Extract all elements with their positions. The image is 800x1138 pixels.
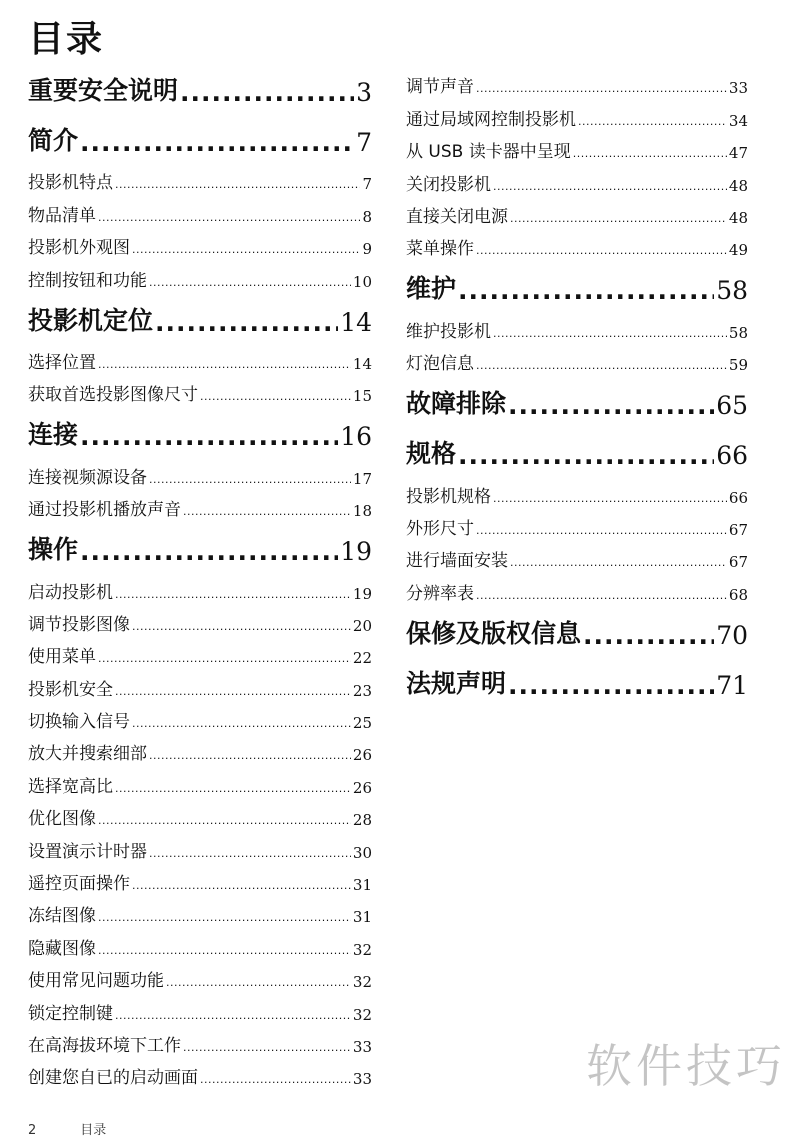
toc-dot-leader [493, 491, 727, 512]
toc-dot-leader [155, 308, 338, 346]
toc-page-number: 67 [728, 553, 748, 572]
toc-entry[interactable] [28, 964, 372, 996]
toc-dot-leader [149, 748, 351, 769]
toc-dot-leader [132, 716, 351, 737]
toc-page-number: 32 [352, 940, 372, 959]
toc-dot-leader [115, 684, 351, 705]
toc-entry-title: 在高海拔环境下工作 [28, 1035, 181, 1056]
toc-section-title: 法规声明 [406, 668, 507, 698]
toc-dot-leader [476, 358, 727, 379]
toc-entry[interactable] [28, 834, 372, 866]
toc-page-number: 9 [362, 240, 372, 259]
toc-page-number: 15 [352, 387, 372, 406]
toc-dot-leader [183, 1040, 351, 1061]
toc-entry[interactable] [28, 263, 372, 295]
toc-dot-leader [149, 846, 351, 867]
toc-page-number: 18 [352, 502, 372, 521]
toc-dot-leader [98, 943, 351, 964]
toc-entry-title: 通过局域网控制投影机 [406, 109, 576, 130]
toc-entry[interactable] [406, 167, 748, 199]
toc-page-number: 58 [728, 323, 748, 342]
toc-entry[interactable] [28, 460, 372, 492]
toc-page-number: 49 [728, 241, 748, 260]
toc-entry-title: 连接视频源设备 [28, 467, 147, 488]
toc-entry-title: 调节投影图像 [28, 614, 130, 635]
toc-dot-leader [458, 441, 714, 479]
toc-entry[interactable] [28, 996, 372, 1028]
toc-page-number: 26 [352, 778, 372, 797]
toc-page-number: 22 [352, 649, 372, 668]
toc-page-number: 30 [352, 843, 372, 862]
toc-dot-leader [132, 242, 360, 263]
toc-dot-leader [510, 211, 727, 232]
toc-section-entry[interactable] [406, 383, 748, 429]
toc-entry[interactable] [406, 135, 748, 167]
toc-dot-leader [476, 81, 727, 102]
toc-entry[interactable] [28, 802, 372, 834]
toc-entry-title: 投影机安全 [28, 679, 113, 700]
toc-section-entry[interactable] [28, 300, 372, 346]
toc-dot-leader [80, 128, 354, 166]
toc-dot-leader [80, 422, 338, 460]
toc-entry[interactable] [406, 544, 748, 576]
toc-section-entry[interactable] [28, 529, 372, 575]
toc-entry-title: 获取首选投影图像尺寸 [28, 385, 198, 406]
toc-dot-leader [476, 243, 727, 264]
toc-entry[interactable] [406, 347, 748, 379]
toc-entry[interactable] [28, 608, 372, 640]
toc-dot-leader [132, 619, 351, 640]
toc-entry-title: 切换输入信号 [28, 712, 130, 733]
toc-entry[interactable] [406, 512, 748, 544]
toc-section-entry[interactable] [406, 613, 748, 659]
toc-section-title: 保修及版权信息 [406, 618, 582, 648]
toc-entry[interactable] [406, 102, 748, 134]
toc-dot-leader [578, 114, 727, 135]
toc-dot-leader [166, 975, 351, 996]
toc-page-number: 7 [356, 128, 372, 157]
toc-entry-title: 创建您自已的启动画面 [28, 1068, 198, 1089]
toc-entry-title: 使用菜单 [28, 647, 96, 668]
toc-dot-leader [476, 523, 727, 544]
toc-entry-title: 从 USB 读卡器中呈现 [406, 142, 571, 163]
toc-section-entry[interactable] [406, 433, 748, 479]
toc-page-number: 19 [340, 537, 372, 567]
toc-entry[interactable] [406, 479, 748, 511]
toc-entry-title: 投影机特点 [28, 173, 113, 194]
toc-page-number: 66 [728, 488, 748, 507]
toc-page-number: 66 [716, 441, 748, 471]
toc-entry[interactable] [28, 493, 372, 525]
toc-entry-title: 遥控页面操作 [28, 874, 130, 895]
toc-left-column [28, 70, 372, 1093]
toc-entry[interactable] [28, 346, 372, 378]
toc-entry[interactable] [406, 232, 748, 264]
toc-entry[interactable] [28, 166, 372, 198]
toc-dot-leader [98, 910, 351, 931]
toc-dot-leader [476, 588, 727, 609]
toc-entry-title: 隐藏图像 [28, 938, 96, 959]
toc-dot-leader [510, 555, 727, 576]
toc-page-number: 32 [352, 1005, 372, 1024]
toc-entry[interactable] [28, 705, 372, 737]
toc-entry-title: 直接关闭电源 [406, 206, 508, 227]
toc-entry[interactable] [28, 672, 372, 704]
toc-dot-leader [149, 275, 351, 296]
toc-section-title: 简介 [28, 126, 79, 155]
footer-page-number: 2 [28, 1123, 37, 1138]
toc-section-entry[interactable] [406, 268, 748, 314]
toc-page-number: 14 [340, 307, 372, 337]
toc-page-number: 23 [352, 681, 372, 700]
toc-section-title: 操作 [28, 535, 79, 565]
toc-section-title: 投影机定位 [28, 305, 154, 335]
toc-section-entry[interactable] [28, 414, 372, 460]
toc-entry-title: 放大并搜索细部 [28, 744, 147, 765]
toc-entry-title: 进行墙面安装 [406, 551, 508, 572]
toc-dot-leader [583, 621, 714, 659]
toc-entry[interactable] [28, 640, 372, 672]
page-title: 目录 [28, 19, 105, 60]
toc-page-number: 10 [352, 272, 372, 291]
toc-dot-leader [98, 813, 351, 834]
toc-entry[interactable] [28, 769, 372, 801]
toc-entry-title: 优化图像 [28, 809, 96, 830]
toc-dot-leader [132, 878, 351, 899]
toc-page-number: 16 [340, 422, 372, 452]
toc-entry-title: 锁定控制键 [28, 1003, 113, 1024]
toc-page-number: 26 [352, 746, 372, 765]
toc-dot-leader [115, 587, 351, 608]
toc-section-title: 维护 [406, 274, 457, 304]
toc-page-number: 67 [728, 520, 748, 539]
toc-entry-title: 选择位置 [28, 352, 96, 373]
toc-dot-leader [98, 651, 351, 672]
toc-section-entry[interactable] [28, 120, 372, 166]
toc-dot-leader [493, 326, 727, 347]
toc-page-number: 68 [728, 585, 748, 604]
toc-page-number: 28 [352, 811, 372, 830]
toc-entry-title: 启动投影机 [28, 582, 113, 603]
toc-page-number: 32 [352, 973, 372, 992]
toc-entry-title: 菜单操作 [406, 239, 474, 260]
toc-dot-leader [183, 504, 351, 525]
toc-entry-title: 维护投影机 [406, 321, 491, 342]
toc-section-entry[interactable] [406, 663, 748, 709]
toc-dot-leader [458, 276, 714, 314]
toc-section-title: 故障排除 [406, 389, 507, 419]
toc-dot-leader [149, 472, 351, 493]
toc-entry-title: 物品清单 [28, 205, 96, 226]
toc-entry[interactable] [28, 1029, 372, 1061]
toc-page-number: 25 [352, 714, 372, 733]
toc-entry-title: 选择宽高比 [28, 776, 113, 797]
toc-section-entry[interactable] [28, 70, 372, 116]
toc-page-number: 47 [728, 144, 748, 163]
toc-entry[interactable] [28, 899, 372, 931]
toc-dot-leader [180, 78, 354, 116]
toc-page-number: 33 [352, 1070, 372, 1089]
toc-entry-title: 灯泡信息 [406, 354, 474, 375]
toc-dot-leader [573, 146, 727, 167]
toc-entry[interactable] [28, 737, 372, 769]
toc-page-number: 3 [356, 78, 372, 107]
toc-entry-title: 控制按钮和功能 [28, 270, 147, 291]
toc-entry-title: 投影机外观图 [28, 238, 130, 259]
toc-dot-leader [493, 179, 727, 200]
toc-section-title: 连接 [28, 420, 79, 450]
toc-entry[interactable] [28, 867, 372, 899]
footer-label: 目录 [80, 1123, 107, 1138]
toc-page-number: 33 [352, 1037, 372, 1056]
toc-entry-title: 调节声音 [406, 77, 474, 98]
toc-page-number: 20 [352, 616, 372, 635]
toc-dot-leader [115, 781, 351, 802]
toc-page-number: 48 [728, 208, 748, 227]
toc-entry[interactable] [28, 931, 372, 963]
toc-dot-leader [80, 537, 338, 575]
toc-entry[interactable] [28, 1061, 372, 1093]
toc-section-title: 重要安全说明 [28, 76, 179, 105]
toc-page-number: 48 [728, 176, 748, 195]
toc-dot-leader [200, 1072, 351, 1093]
toc-entry-title: 通过投影机播放声音 [28, 500, 181, 521]
toc-page-number: 71 [716, 670, 748, 700]
toc-page-number: 58 [716, 276, 748, 306]
toc-dot-leader [508, 671, 714, 709]
toc-entry-title: 分辨率表 [406, 583, 474, 604]
toc-page-number: 59 [728, 356, 748, 375]
watermark-text: 软件技巧 [586, 1039, 786, 1093]
toc-entry-title: 外形尺寸 [406, 518, 474, 539]
toc-dot-leader [98, 210, 360, 231]
toc-page-number: 7 [362, 175, 372, 194]
toc-page-number: 8 [362, 207, 372, 226]
toc-entry-title: 使用常见问题功能 [28, 971, 164, 992]
toc-page-number: 65 [716, 391, 748, 421]
toc-entry[interactable] [28, 575, 372, 607]
toc-entry[interactable] [28, 378, 372, 410]
toc-dot-leader [115, 1008, 351, 1029]
toc-dot-leader [508, 391, 714, 429]
toc-page-number: 31 [352, 876, 372, 895]
toc-page-number: 31 [352, 908, 372, 927]
toc-dot-leader [115, 177, 360, 198]
toc-entry-title: 冻结图像 [28, 906, 96, 927]
toc-page-number: 19 [352, 584, 372, 603]
toc-entry[interactable] [406, 70, 748, 102]
toc-entry[interactable] [406, 200, 748, 232]
toc-page-number: 34 [728, 111, 748, 130]
toc-page-number: 14 [352, 354, 372, 373]
toc-entry[interactable] [406, 576, 748, 608]
toc-entry-title: 关闭投影机 [406, 174, 491, 195]
toc-entry-title: 投影机规格 [406, 486, 491, 507]
toc-right-column [406, 70, 748, 709]
toc-section-title: 规格 [406, 439, 457, 469]
toc-entry[interactable] [406, 314, 748, 346]
toc-dot-leader [200, 389, 351, 410]
toc-page-number: 70 [716, 620, 748, 650]
toc-entry-title: 设置演示计时器 [28, 841, 147, 862]
toc-entry[interactable] [28, 198, 372, 230]
toc-page-number: 33 [728, 79, 748, 98]
toc-dot-leader [98, 357, 351, 378]
toc-entry[interactable] [28, 231, 372, 263]
toc-page-number: 17 [352, 469, 372, 488]
page-footer [28, 1119, 150, 1138]
